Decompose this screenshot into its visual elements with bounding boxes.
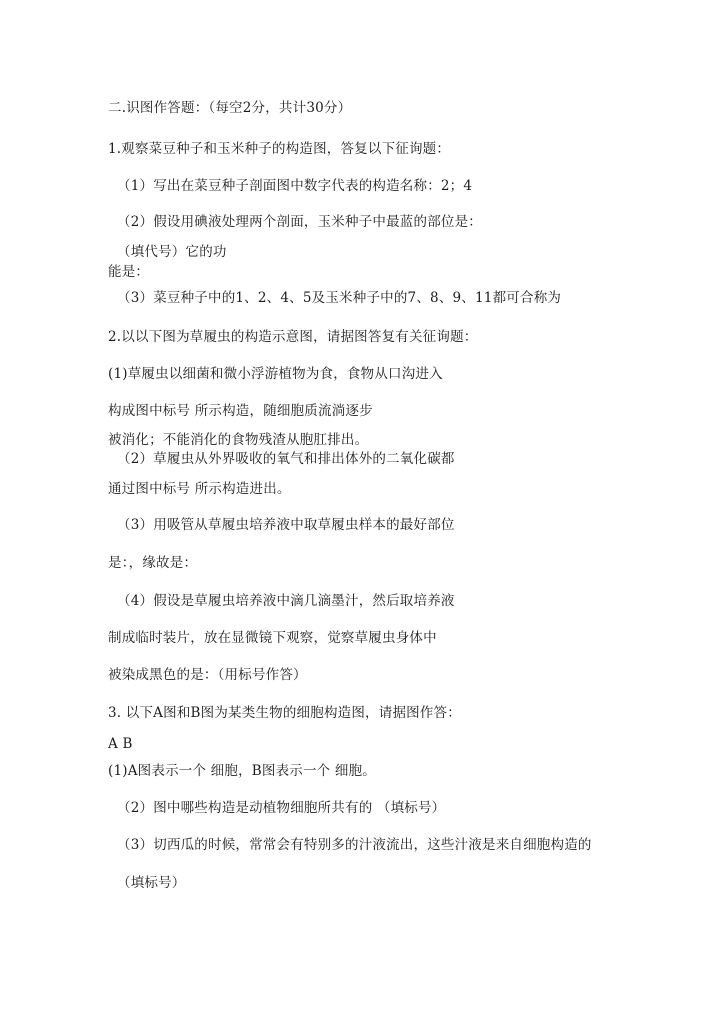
q2-part1-line3: 被消化；不能消化的食物残渣从胞肛排出。 bbox=[108, 432, 369, 448]
q1-part1: （1）写出在菜豆种子剖面图中数字代表的构造名称：2；4 bbox=[117, 178, 473, 194]
q3-figure-labels: A B bbox=[108, 736, 133, 752]
q1-part2-line3: 能是： bbox=[108, 264, 150, 280]
q2-part3-line1: （3）用吸管从草履虫培养液中取草履虫样本的最好部位 bbox=[117, 517, 455, 533]
q3-part3-line1: （3）切西瓜的时候，常常会有特别多的汁液流出，这些汁液是来自细胞构造的 bbox=[117, 837, 592, 853]
q3-part1: (1)A图表示一个 细胞，B图表示一个 细胞。 bbox=[108, 763, 376, 779]
q2-part1-line1: (1)草履虫以细菌和微小浮游植物为食，食物从口沟进入 bbox=[108, 366, 443, 382]
q2-part3-line2: 是：，缘故是： bbox=[108, 555, 198, 571]
q2-part4-line3: 被染成黑色的是：（用标号作答） bbox=[108, 667, 307, 683]
q2-part1-line2: 构成图中标号 所示构造，随细胞质流淌逐步 bbox=[108, 403, 373, 419]
q1-part2-line1: （2）假设用碘液处理两个剖面，玉米种子中最蓝的部位是： bbox=[117, 214, 482, 230]
q2-part2-line1: （2）草履虫从外界吸收的氧气和排出体外的二氧化碳都 bbox=[117, 451, 455, 467]
q3-stem: 3. 以下A图和B图为某类生物的细胞构造图，请据图作答： bbox=[108, 705, 461, 721]
q1-part3: （3）菜豆种子中的1、2、4、5及玉米种子中的7、8、9、11都可合称为 bbox=[117, 290, 562, 306]
q2-part2-line2: 通过图中标号 所示构造进出。 bbox=[108, 481, 291, 497]
q2-part4-line2: 制成临时装片，放在显微镜下观察，觉察草履虫身体中 bbox=[108, 630, 437, 646]
q1-part2-line2: （填代号）它的功 bbox=[117, 244, 227, 260]
q2-part4-line1: （4）假设是草履虫培养液中滴几滴墨汁，然后取培养液 bbox=[117, 593, 455, 609]
q3-part3-line2: （填标号） bbox=[117, 875, 186, 891]
q3-part2: （2）图中哪些构造是动植物细胞所共有的 （填标号） bbox=[117, 800, 446, 816]
q2-stem: 2.以以下图为草履虫的构造示意图，请据图答复有关征询题： bbox=[108, 329, 478, 345]
q1-stem: 1.观察菜豆种子和玉米种子的构造图，答复以下征询题： bbox=[108, 141, 451, 157]
section-title: 二.识图作答题：（每空2分，共计30分） bbox=[108, 100, 352, 116]
